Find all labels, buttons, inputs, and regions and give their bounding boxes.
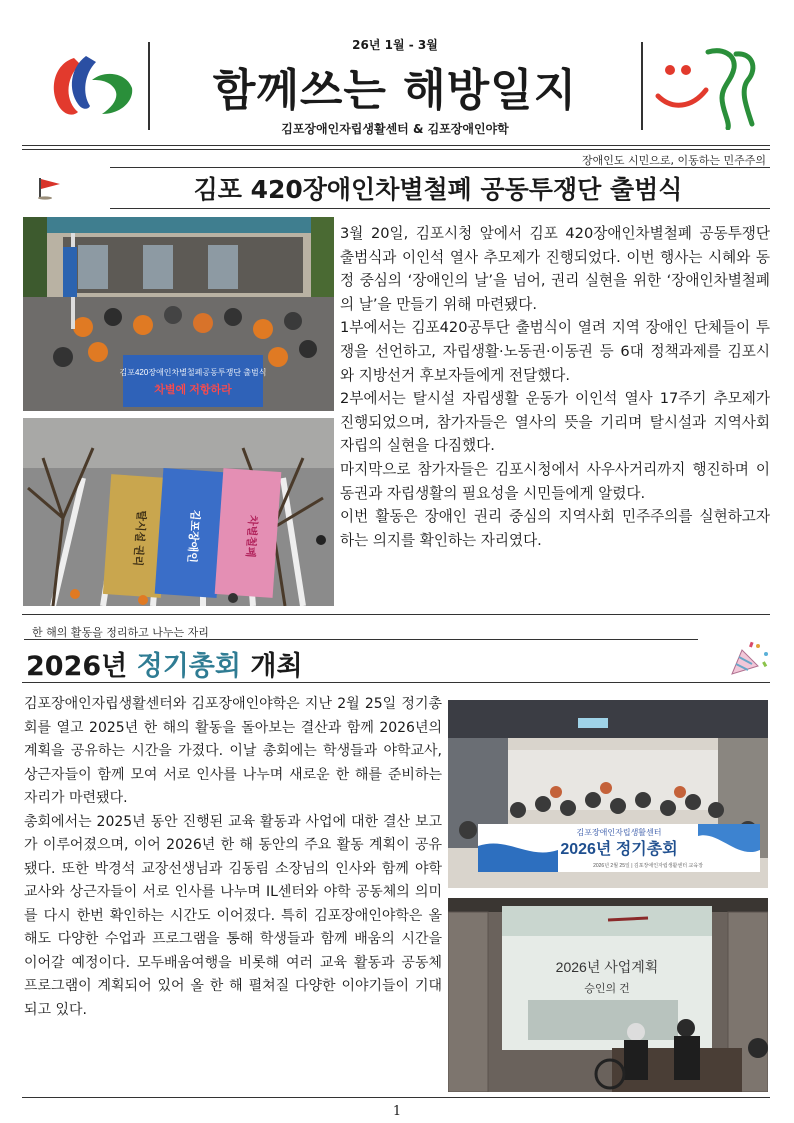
- article2-paragraph: 총회에서는 2025년 동안 진행된 교육 활동과 사업에 대한 결산 보고가 이루어졌으며, 이어 2026년 한 해 동안의 주요 활동 계획이 공유됐다. 또한 박경석 교장선생님과 김동림 소장님의 인사와 함께 야학교사와 상근자들이 서로 인사를 나누며 IL센터와 야학 공동체의 의미를 다시 한번 확인하는 시간도 이어졌다. 특히 김포장애인야학은 올해도 다양한 수업과 프로그램을 통해 학생들과 함께 배움의 시간을 이어갈 예정이다. 모두배움여행을 비롯해 여러 교육 활동과 공동체 프로그램이 계획되어 있어 올 한 해 펼쳐질 다양한 이야기들이 기대되고 있다.: [24, 813, 442, 1018]
- footer-rule: [22, 1097, 770, 1098]
- article2-kicker: 한 해의 활동을 정리하고 나누는 자리: [32, 626, 209, 639]
- rally-photo: [23, 217, 334, 411]
- article1-paragraph: 마지막으로 참가자들은 김포시청에서 사우사거리까지 행진하며 이동권과 자립생활의 필요성을 시민들에게 알렸다.: [340, 460, 770, 502]
- article2-kicker-rule: [24, 639, 698, 640]
- article2-paragraph: 김포장애인자립생활센터와 김포장애인야학은 지난 2월 25일 정기총회를 열고 2025년 한 해의 활동을 돌아보는 결산과 함께 2026년의 계획을 공유하는 시간을 가졌다. 이날 총회에는 학생들과 야학교사, 상근자들이 함께 모여 서로 인사를 나누며 새로운 한 해를 준비하는 자리가 마련됐다.: [24, 696, 442, 806]
- header-rule-double: [22, 149, 770, 150]
- meeting-photo: [448, 700, 768, 888]
- meeting-org-text: 김포장애인자립생활센터: [576, 828, 662, 837]
- meeting-banner-small: 2026년 2월 25일 | 김포장애인자립생활센터 교육장: [593, 863, 703, 869]
- rally-banner-text: 김포420장애인차별철폐공동투쟁단 출범식: [119, 368, 267, 377]
- article2-headline: [26, 644, 303, 683]
- presentation-photo: [448, 898, 768, 1092]
- presentation-screen-title: 2026년 사업계획: [555, 959, 659, 975]
- article1-paragraph: 2부에서는 탈시설 자립생활 운동가 이인석 열사 17주기 추모제가 진행되었으며, 참가자들은 열사의 뜻을 기리며 탈시설과 지역사회 자립의 실현을 다짐했다.: [340, 390, 770, 455]
- march-banner-text-1: 탈시설 권리: [131, 509, 147, 567]
- article1-body: [340, 222, 770, 552]
- article2-headline-rule: [22, 682, 770, 683]
- march-banner-text-3: 차별철폐: [243, 514, 259, 558]
- article2-body: [24, 693, 442, 1022]
- headline-year: 2026년: [26, 651, 137, 682]
- logo-left-icon: [44, 50, 134, 122]
- newsletter-title: 함께쓰는 해방일지: [212, 65, 578, 116]
- headline-suffix: 개최: [240, 651, 303, 682]
- article1-paragraph: 이번 활동은 장애인 권리 중심의 지역사회 민주주의를 실현하고자 하는 의지를 확인하는 자리였다.: [340, 508, 770, 549]
- headline-accent: 정기총회: [136, 651, 241, 682]
- page-number: 1: [392, 1104, 402, 1119]
- meeting-banner-text: 2026년 정기총회: [560, 841, 678, 858]
- header-rule: [22, 145, 770, 146]
- issue-date: 26년 1월 - 3월: [352, 38, 438, 52]
- march-photo: [23, 418, 334, 606]
- rally-banner-slogan: 차별에 저항하라: [154, 384, 232, 396]
- article1-bottom-rule: [110, 208, 770, 209]
- header-divider-right: [641, 42, 643, 130]
- march-banner-text-2: 김포장애인: [185, 509, 201, 564]
- article2-top-rule: [22, 614, 770, 615]
- article1-headline: 김포 420장애인차별철폐 공동투쟁단 출범식: [193, 175, 683, 204]
- party-popper-icon: [728, 640, 770, 676]
- article1-paragraph: 3월 20일, 김포시청 앞에서 김포 420장애인차별철폐 공동투쟁단 출범식과 이인석 열사 추모제가 진행되었다. 이번 행사는 시혜와 동정 중심의 ‘장애인의 날’을 넘어, 권리 실현을 위한 ‘장애인차별철폐의 날’을 만들기 위해 마련됐다.: [340, 225, 770, 313]
- newsletter-subtitle: 김포장애인자립생활센터 & 김포장애인야학: [281, 122, 509, 136]
- presentation-screen-subtitle: 승인의 건: [584, 983, 630, 995]
- article1-kicker: 장애인도 시민으로, 이동하는 민주주의: [581, 154, 766, 167]
- flag-icon: [36, 176, 64, 200]
- article1-paragraph: 1부에서는 김포420공투단 출범식이 열려 지역 장애인 단체들이 투쟁을 선언하고, 자립생활·노동권·이동권 등 6대 정책과제를 김포시와 지방선거 후보자들에게 전달했다.: [340, 319, 770, 384]
- logo-right-icon: [652, 44, 760, 130]
- article1-top-rule: [110, 167, 770, 168]
